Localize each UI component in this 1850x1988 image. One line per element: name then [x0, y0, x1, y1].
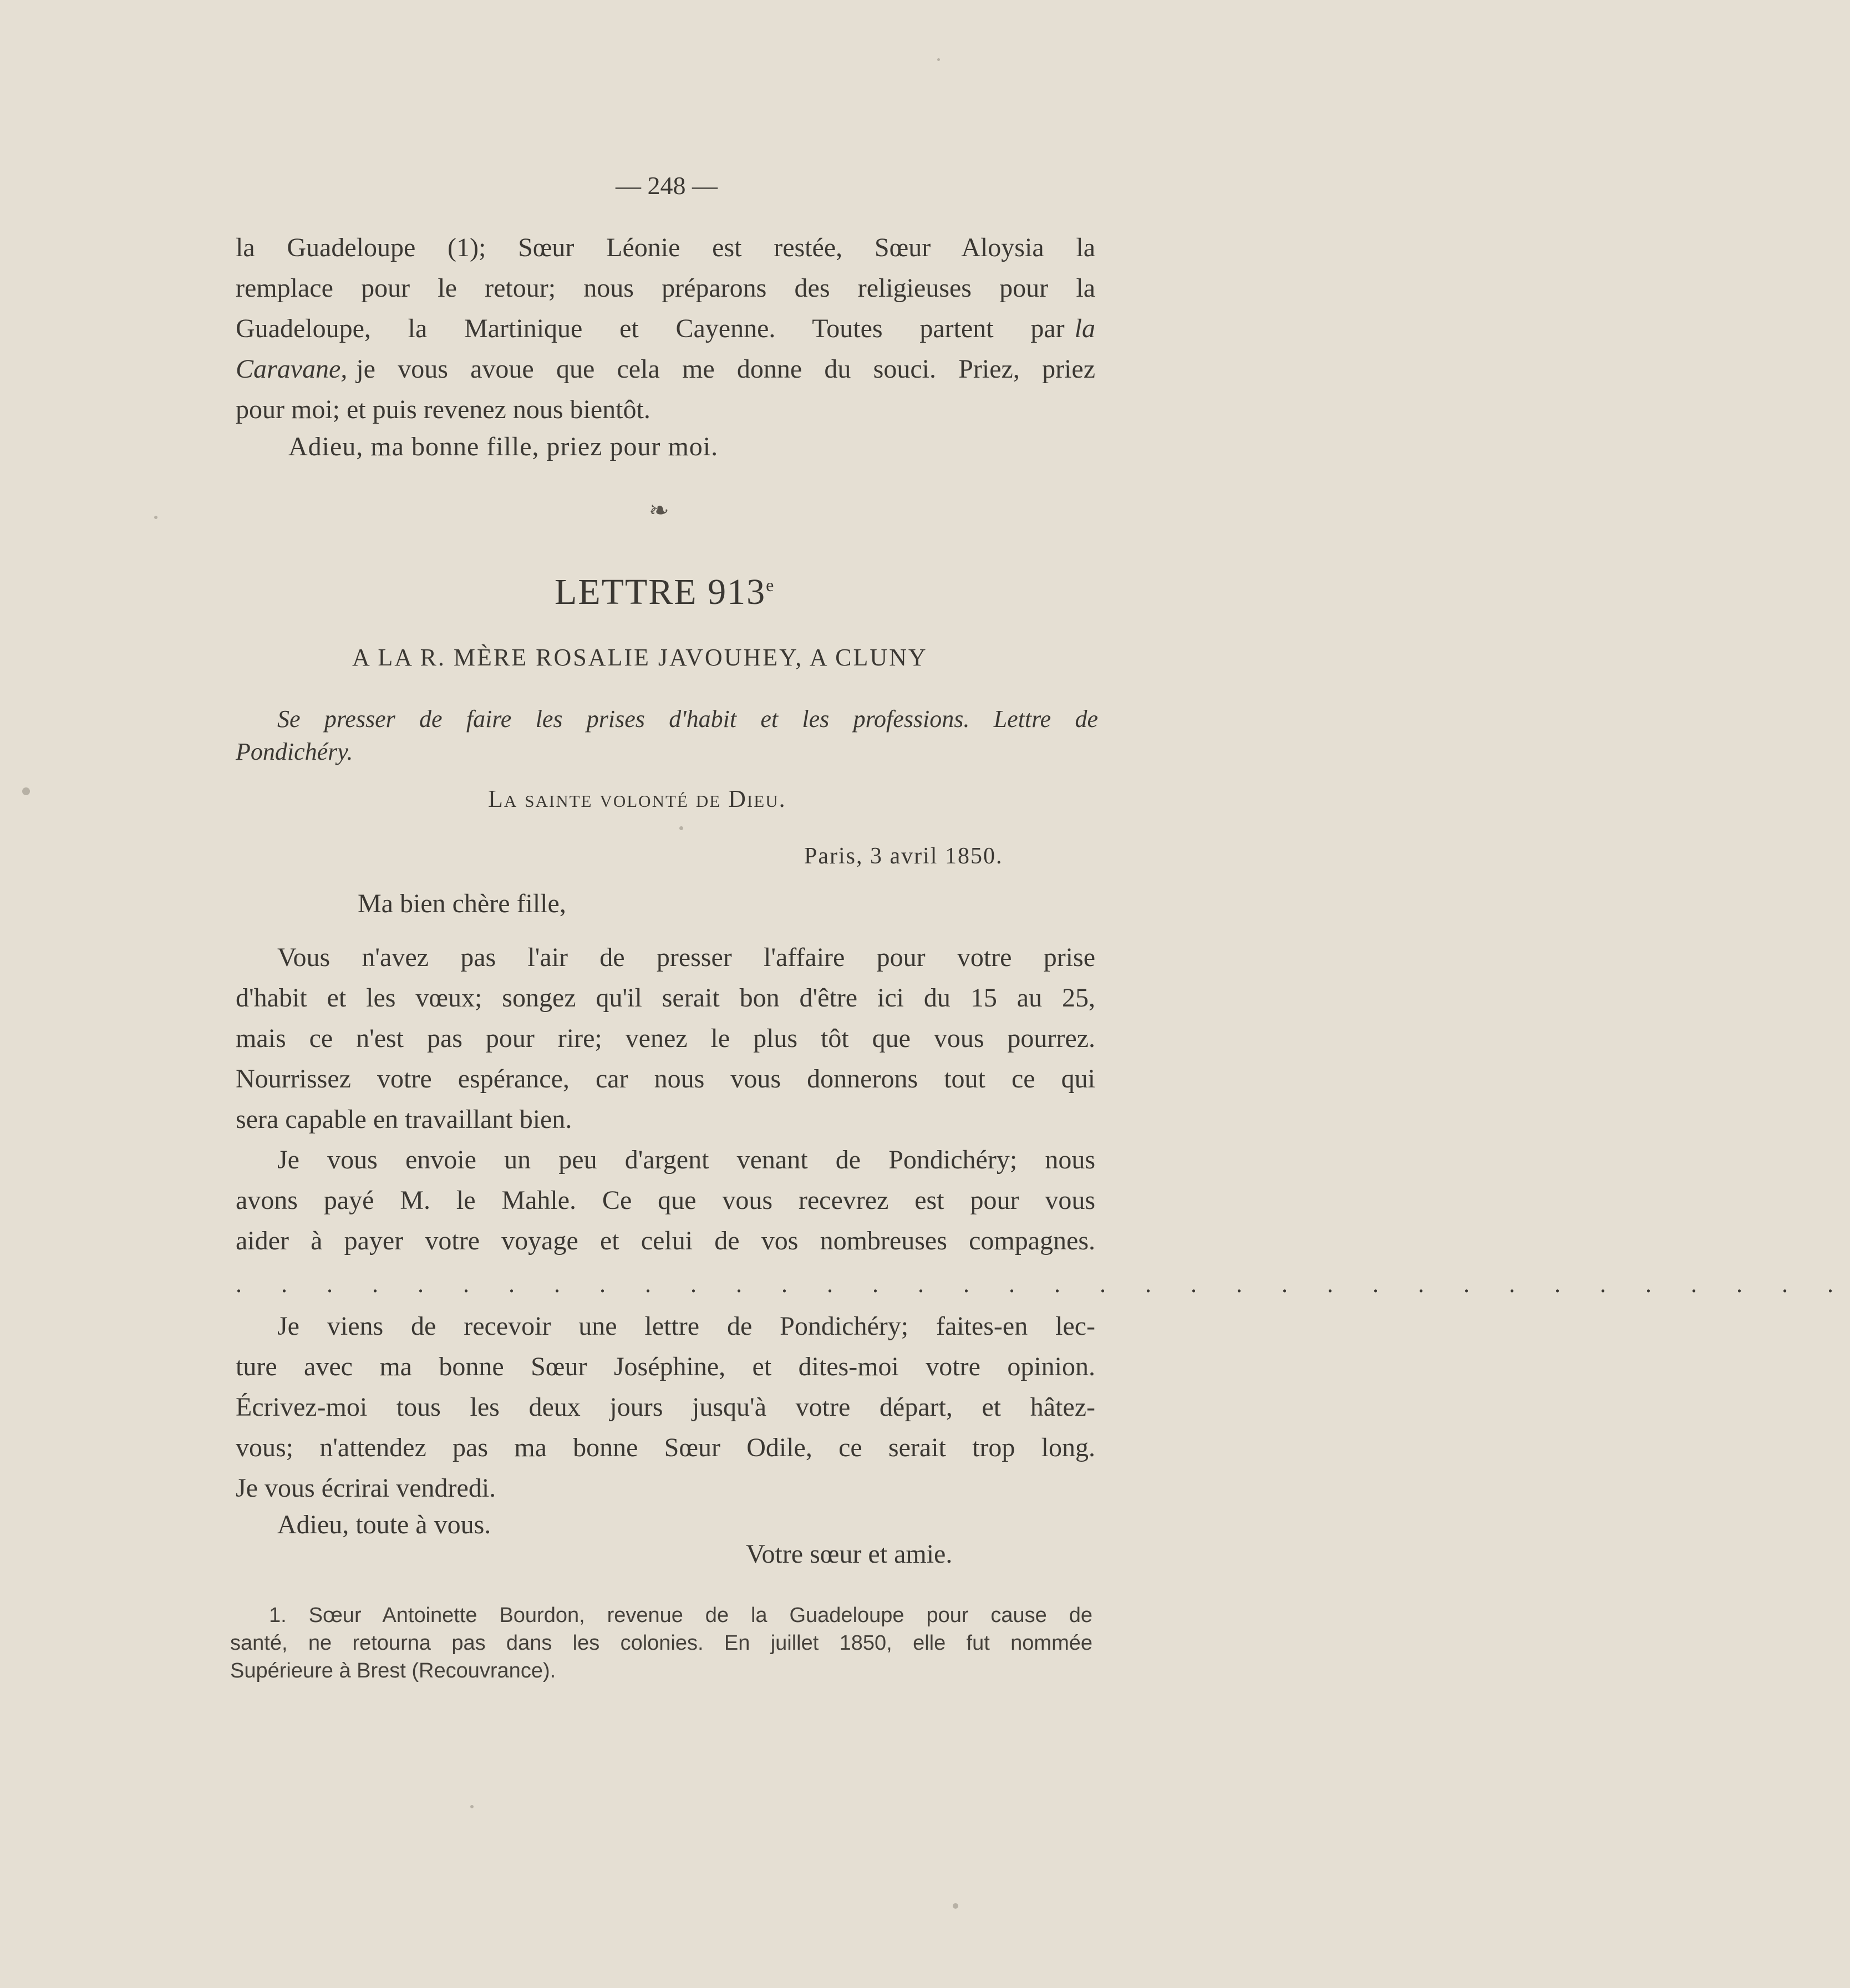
body-line-2: d'habit et les vœux; songez qu'il serait bon d'être ici du 15 au 25,: [236, 983, 1095, 1013]
intro-adieu: Adieu, ma bonne fille, priez pour moi.: [288, 432, 719, 461]
body2-line-4: vous; n'attendez pas ma bonne Sœur Odile, ce serait trop long.: [236, 1433, 1095, 1462]
body2-line-3: Écrivez-moi tous les deux jours jusqu'à votre départ, et hâtez-: [236, 1392, 1095, 1422]
paper-speck: [22, 787, 30, 795]
intro-line-2: remplace pour le retour; nous préparons des religieuses pour la: [236, 273, 1095, 303]
footnote-line-2: santé, ne retourna pas dans les colonies. En juillet 1850, elle fut nommée: [230, 1631, 1092, 1655]
paper-speck: [679, 826, 683, 830]
intro-line-3: [236, 308, 1095, 349]
closing: Adieu, toute à vous.: [277, 1510, 491, 1539]
signature: Votre sœur et amie.: [746, 1539, 953, 1569]
paper-speck: [470, 1805, 474, 1808]
summary-line-2: Pondichéry.: [236, 738, 353, 765]
intro-italic-la: la: [1074, 314, 1095, 343]
paper-speck: [953, 1903, 958, 1909]
letter-title-text: LETTRE 913: [555, 572, 766, 612]
body2-line-5: Je vous écrirai vendredi.: [236, 1473, 496, 1503]
body-line-7: avons payé M. le Mahle. Ce que vous recevrez est pour vous: [236, 1186, 1095, 1215]
addressee: A LA R. MÈRE ROSALIE JAVOUHEY, A CLUNY: [352, 644, 928, 671]
intro-line-1: la Guadeloupe (1); Sœur Léonie est restée, Sœur Aloysia la: [236, 233, 1095, 262]
footnote-line-3: Supérieure à Brest (Recouvrance).: [230, 1659, 556, 1682]
body-line-1: Vous n'avez pas l'air de presser l'affaire pour votre prise: [277, 943, 1095, 972]
intro-line-4-text: je vous avoue que cela me donne du souci. Priez, priez: [356, 354, 1095, 384]
salutation: Ma bien chère fille,: [358, 889, 566, 918]
place-date: Paris, 3 avril 1850.: [804, 843, 1003, 869]
letter-title-sup: e: [766, 575, 775, 595]
body-line-6: Je vous envoie un peu d'argent venant de Pondichéry; nous: [277, 1145, 1095, 1175]
invocation: La sainte volonté de Dieu.: [488, 785, 786, 812]
letter-title: [555, 571, 775, 613]
body2-line-2: ture avec ma bonne Sœur Joséphine, et dites-moi votre opinion.: [236, 1352, 1095, 1381]
ellipsis-row: . . . . . . . . . . . . . . . . . . . . . . . . . . . . . . . . . . . .: [236, 1270, 1850, 1298]
body2-line-1: Je viens de recevoir une lettre de Pondichéry; faites-en lec-: [277, 1311, 1095, 1341]
intro-italic-caravane: Caravane,: [236, 354, 348, 384]
footnote-line-1: 1. Sœur Antoinette Bourdon, revenue de la Guadeloupe pour cause de: [269, 1604, 1092, 1627]
body-line-3: mais ce n'est pas pour rire; venez le plus tôt que vous pourrez.: [236, 1024, 1095, 1053]
page-number: — 248 —: [616, 171, 718, 200]
intro-line-3-text: Guadeloupe, la Martinique et Cayenne. Toutes partent par: [236, 314, 1065, 343]
paper-speck: [937, 58, 940, 61]
body-line-8: aider à payer votre voyage et celui de vos nombreuses compagnes.: [236, 1226, 1095, 1255]
intro-line-5: pour moi; et puis revenez nous bientôt.: [236, 395, 650, 424]
body-line-5: sera capable en travaillant bien.: [236, 1105, 572, 1134]
paper-speck: [154, 516, 157, 519]
ornament-icon: ❧: [649, 497, 669, 524]
body-line-4: Nourrissez votre espérance, car nous vous donnerons tout ce qui: [236, 1064, 1095, 1094]
summary-line-1: Se presser de faire les prises d'habit et les professions. Lettre de: [277, 705, 1098, 733]
intro-line-4: [236, 349, 1095, 390]
